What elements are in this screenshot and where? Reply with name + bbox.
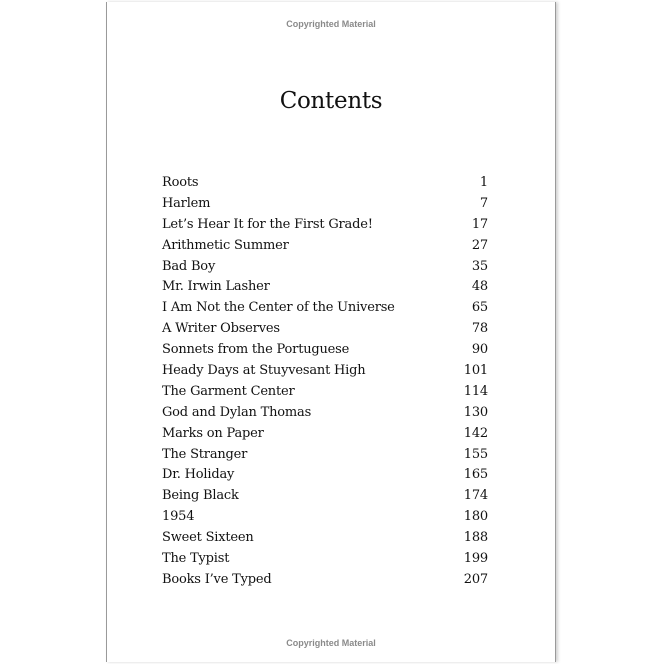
toc-entry-page: 130 (463, 404, 488, 420)
toc-entry (162, 194, 488, 215)
toc-entry-page: 17 (471, 216, 488, 232)
toc-entry-title: Let’s Hear It for the First Grade! (162, 216, 373, 232)
toc-entry-title: Books I’ve Typed (162, 571, 272, 587)
toc-entry (162, 361, 488, 382)
toc-entry (162, 528, 488, 549)
toc-entry-page: 90 (471, 342, 488, 358)
toc-entry-page: 101 (463, 363, 488, 379)
toc-entry-title: The Garment Center (162, 383, 295, 399)
toc-entry-title: God and Dylan Thomas (162, 404, 312, 420)
toc-entry-title: Arithmetic Summer (162, 237, 289, 253)
toc-entry-title: A Writer Observes (162, 321, 280, 337)
toc-entry (162, 465, 488, 486)
toc-entry-page: 35 (471, 258, 488, 274)
toc-entry-title: Bad Boy (162, 258, 216, 274)
copyright-watermark-top: Copyrighted Material (286, 19, 376, 29)
toc-entry-title: Mr. Irwin Lasher (162, 279, 270, 295)
toc-entry-page: 27 (471, 237, 488, 253)
toc-entry-title: Being Black (162, 488, 239, 504)
toc-entry (162, 570, 488, 591)
toc-entry-page: 155 (463, 446, 488, 462)
toc-entry-title: Roots (162, 175, 199, 190)
toc-entry (162, 424, 488, 445)
toc-entry (162, 340, 488, 361)
toc-entry (162, 257, 488, 278)
toc-entry-title: Sonnets from the Portuguese (162, 342, 350, 358)
toc-entry (162, 486, 488, 507)
toc-entry (162, 445, 488, 466)
toc-entry (162, 277, 488, 298)
toc-entry-page: 174 (463, 488, 488, 504)
toc-entry-page: 78 (471, 321, 488, 337)
toc-entry-title: The Typist (162, 551, 230, 567)
toc-entry-page: 180 (463, 509, 488, 525)
toc-entry-title: I Am Not the Center of the Universe (162, 300, 395, 316)
toc-entry-title: 1954 (162, 509, 195, 525)
toc-entry-page: 165 (463, 467, 488, 483)
toc-entry (162, 549, 488, 570)
page-title: Contents (279, 88, 383, 114)
toc-entry-page: 1 (479, 175, 488, 190)
toc-entry-title: The Stranger (162, 446, 248, 462)
toc-entry-page: 65 (471, 300, 488, 316)
toc-entry-page: 188 (463, 530, 488, 546)
toc-entry (162, 403, 488, 424)
toc-entry (162, 319, 488, 340)
toc-entry-title: Sweet Sixteen (162, 530, 254, 546)
toc-entry-title: Harlem (162, 195, 211, 211)
toc-entry (162, 507, 488, 528)
table-of-contents (162, 173, 488, 591)
toc-entry-title: Marks on Paper (162, 425, 264, 441)
toc-entry-page: 207 (463, 571, 488, 587)
toc-entry-page: 48 (471, 279, 488, 295)
toc-entry (162, 215, 488, 236)
book-page (106, 2, 556, 662)
toc-entry-page: 142 (463, 425, 488, 441)
toc-entry-page: 199 (463, 551, 488, 567)
copyright-watermark-bottom: Copyrighted Material (286, 638, 376, 648)
toc-entry-title: Heady Days at Stuyvesant High (162, 363, 366, 379)
toc-entry (162, 382, 488, 403)
toc-entry-title: Dr. Holiday (162, 467, 235, 483)
toc-entry-page: 114 (463, 383, 488, 399)
toc-entry (162, 173, 488, 194)
toc-entry (162, 298, 488, 319)
toc-entry (162, 236, 488, 257)
toc-entry-page: 7 (479, 195, 488, 211)
